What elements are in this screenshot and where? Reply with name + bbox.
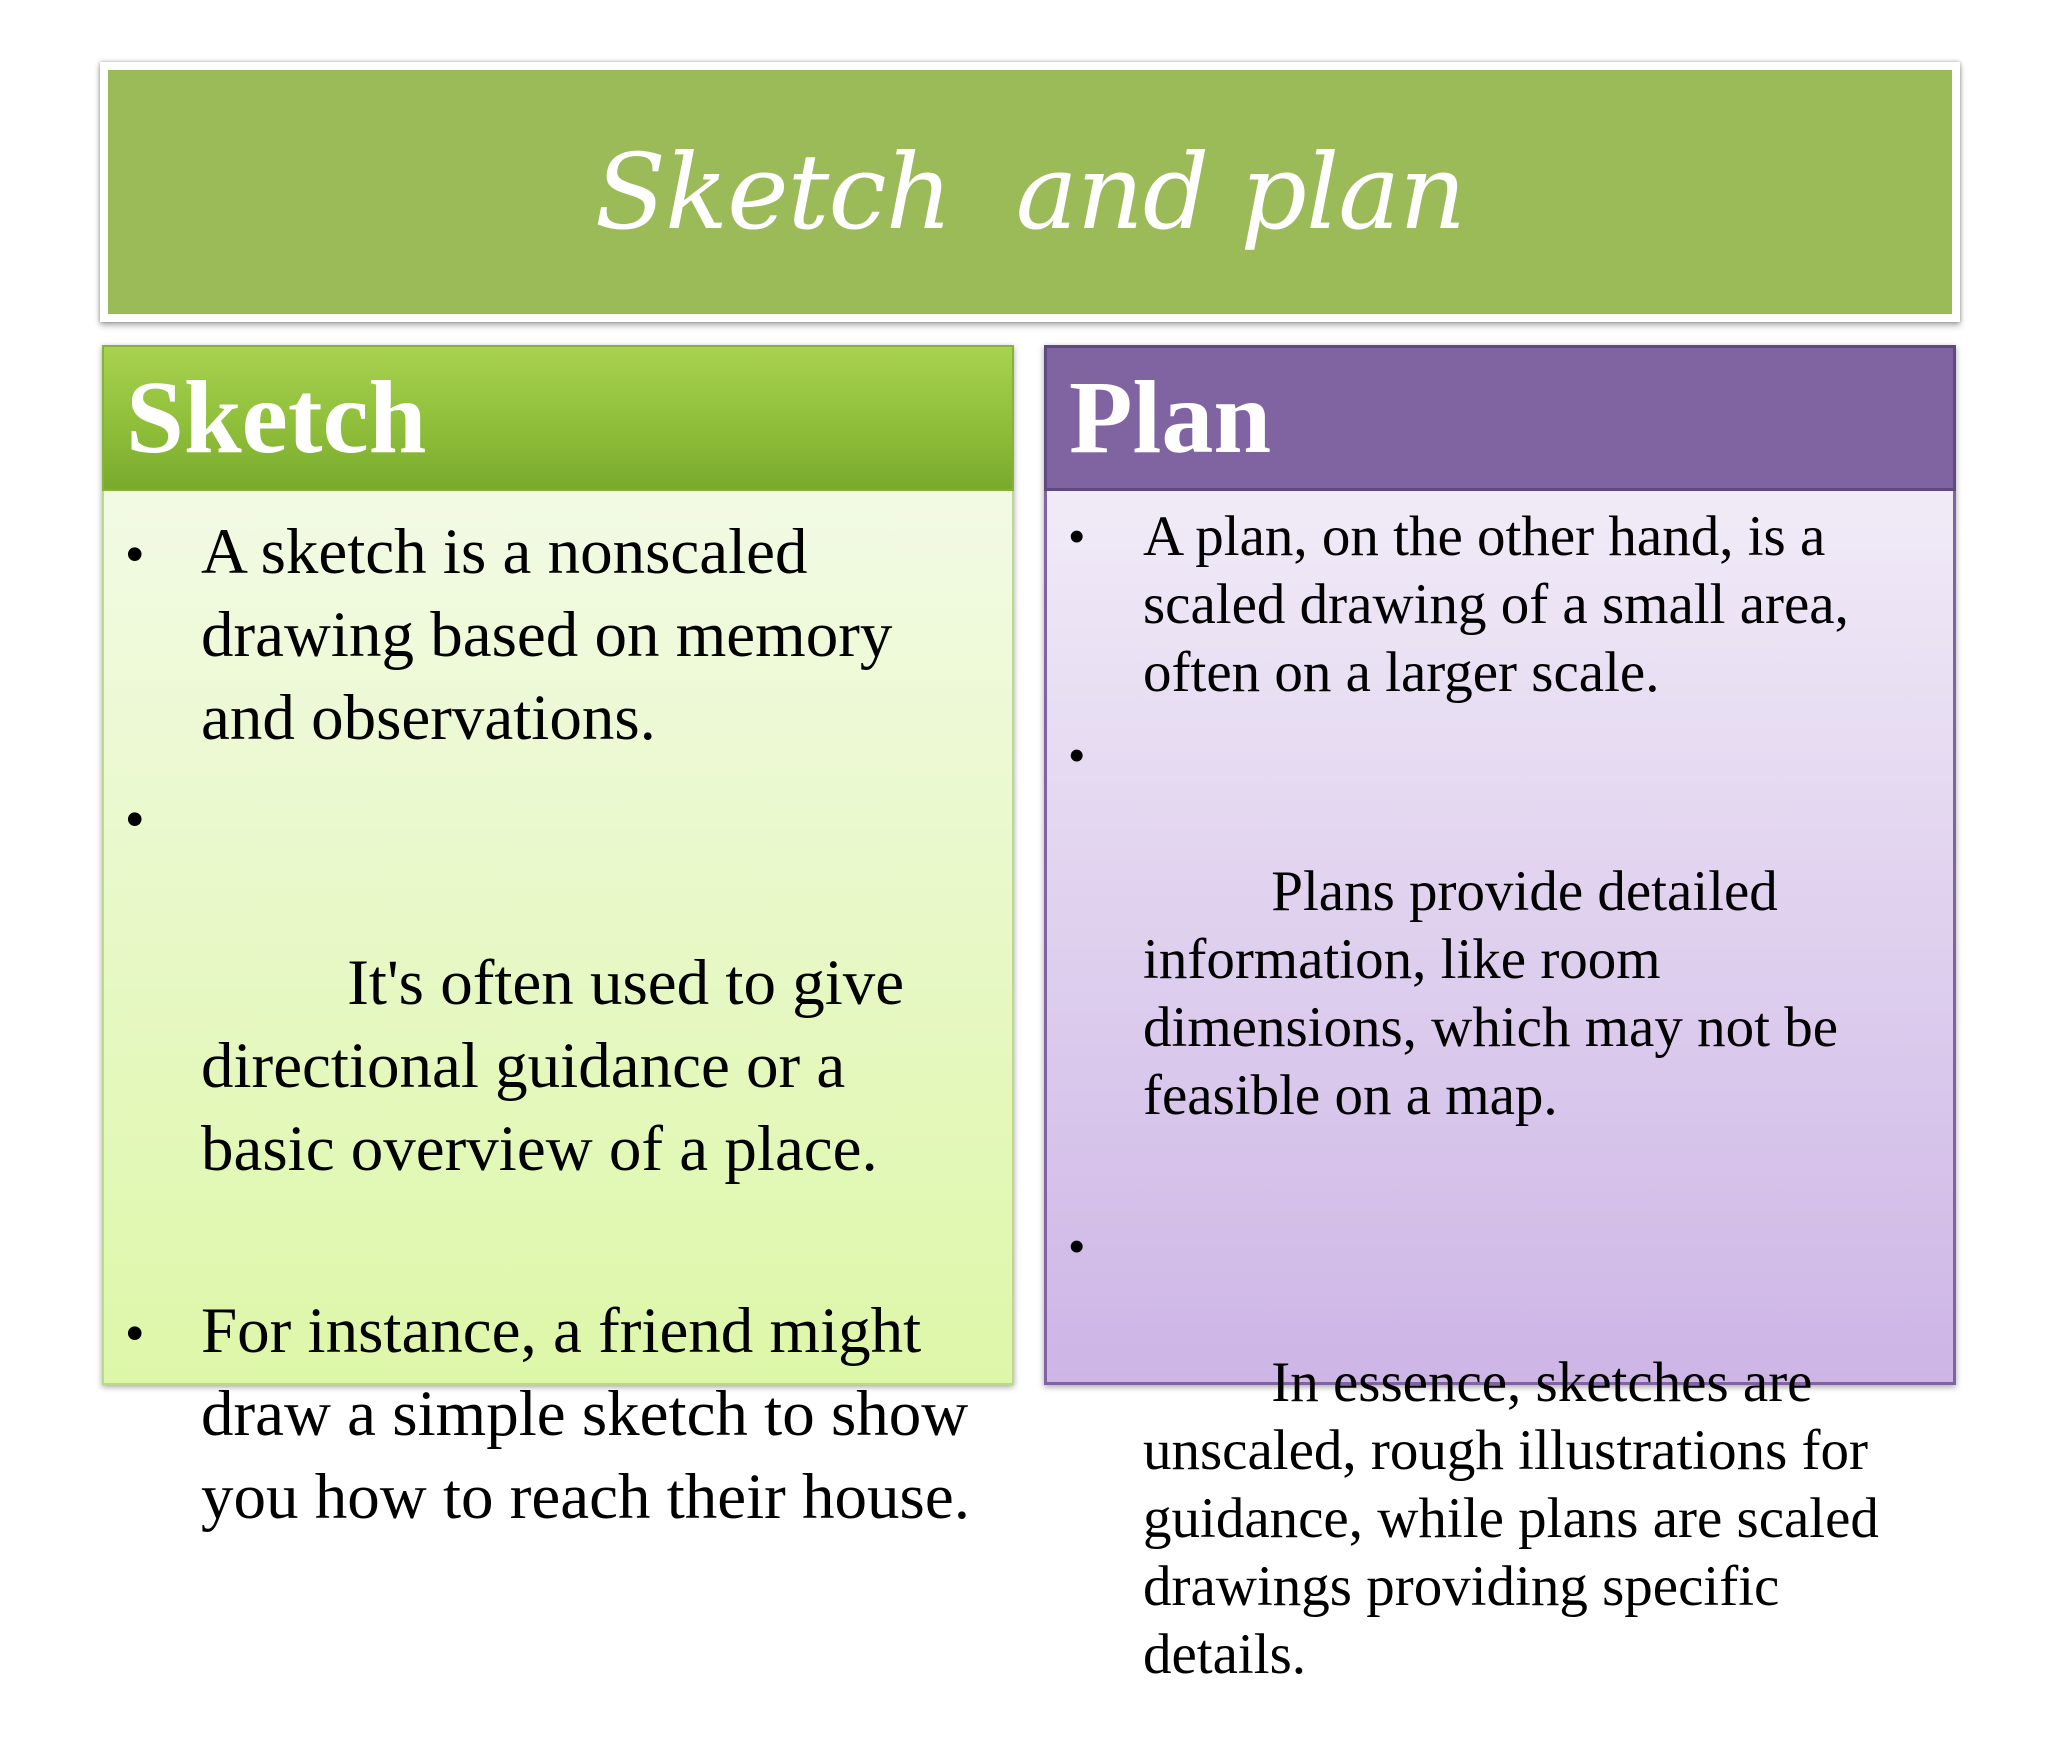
- sketch-body: [102, 491, 1014, 1533]
- plan-body: [1044, 491, 1956, 1686]
- sketch-bullet-text: For instance, a friend might draw a simple sketch to show you how to reach their house.: [201, 1295, 970, 1533]
- plan-panel: [1044, 345, 1956, 1686]
- plan-bullet-text: A plan, on the other hand, is a scaled drawing of a small area, often on a larger scale.: [1143, 505, 1849, 704]
- bullet-icon: •: [1069, 1222, 1085, 1271]
- plan-header: [1044, 345, 1956, 491]
- bullet-icon: •: [126, 1305, 144, 1361]
- sketch-bullet-text: It's often used to give directional guidance or a basic overview of a place.: [201, 947, 921, 1185]
- bullet-icon: •: [1069, 731, 1085, 780]
- list-item: [1047, 722, 1933, 1198]
- list-item: [1047, 503, 1933, 707]
- plan-heading: Plan: [1069, 360, 1272, 475]
- sketch-bullet-list: [104, 511, 992, 1539]
- sketch-header: [102, 345, 1014, 491]
- plan-bullet-text: In essence, sketches are unscaled, rough illustrations for guidance, while plans are scaled drawings providing specific details.: [1143, 1351, 1894, 1686]
- list-item: [1047, 1213, 1933, 1757]
- bullet-icon: •: [126, 526, 144, 582]
- plan-bullet-list: [1047, 503, 1933, 1757]
- sketch-bullet-text: A sketch is a nonscaled drawing based on memory and observations.: [201, 516, 893, 754]
- bullet-icon: •: [126, 791, 144, 847]
- list-item: [104, 776, 992, 1274]
- plan-bullet-text: Plans provide detailed information, like room dimensions, which may not be feasible on a map.: [1143, 860, 1853, 1127]
- list-item: [104, 511, 992, 760]
- sketch-panel: [102, 345, 1014, 1533]
- list-item: [104, 1290, 992, 1539]
- bullet-icon: •: [1069, 512, 1085, 561]
- slide-title: Sketch and plan: [594, 131, 1466, 253]
- title-banner: [100, 62, 1960, 322]
- sketch-heading: Sketch: [126, 360, 427, 475]
